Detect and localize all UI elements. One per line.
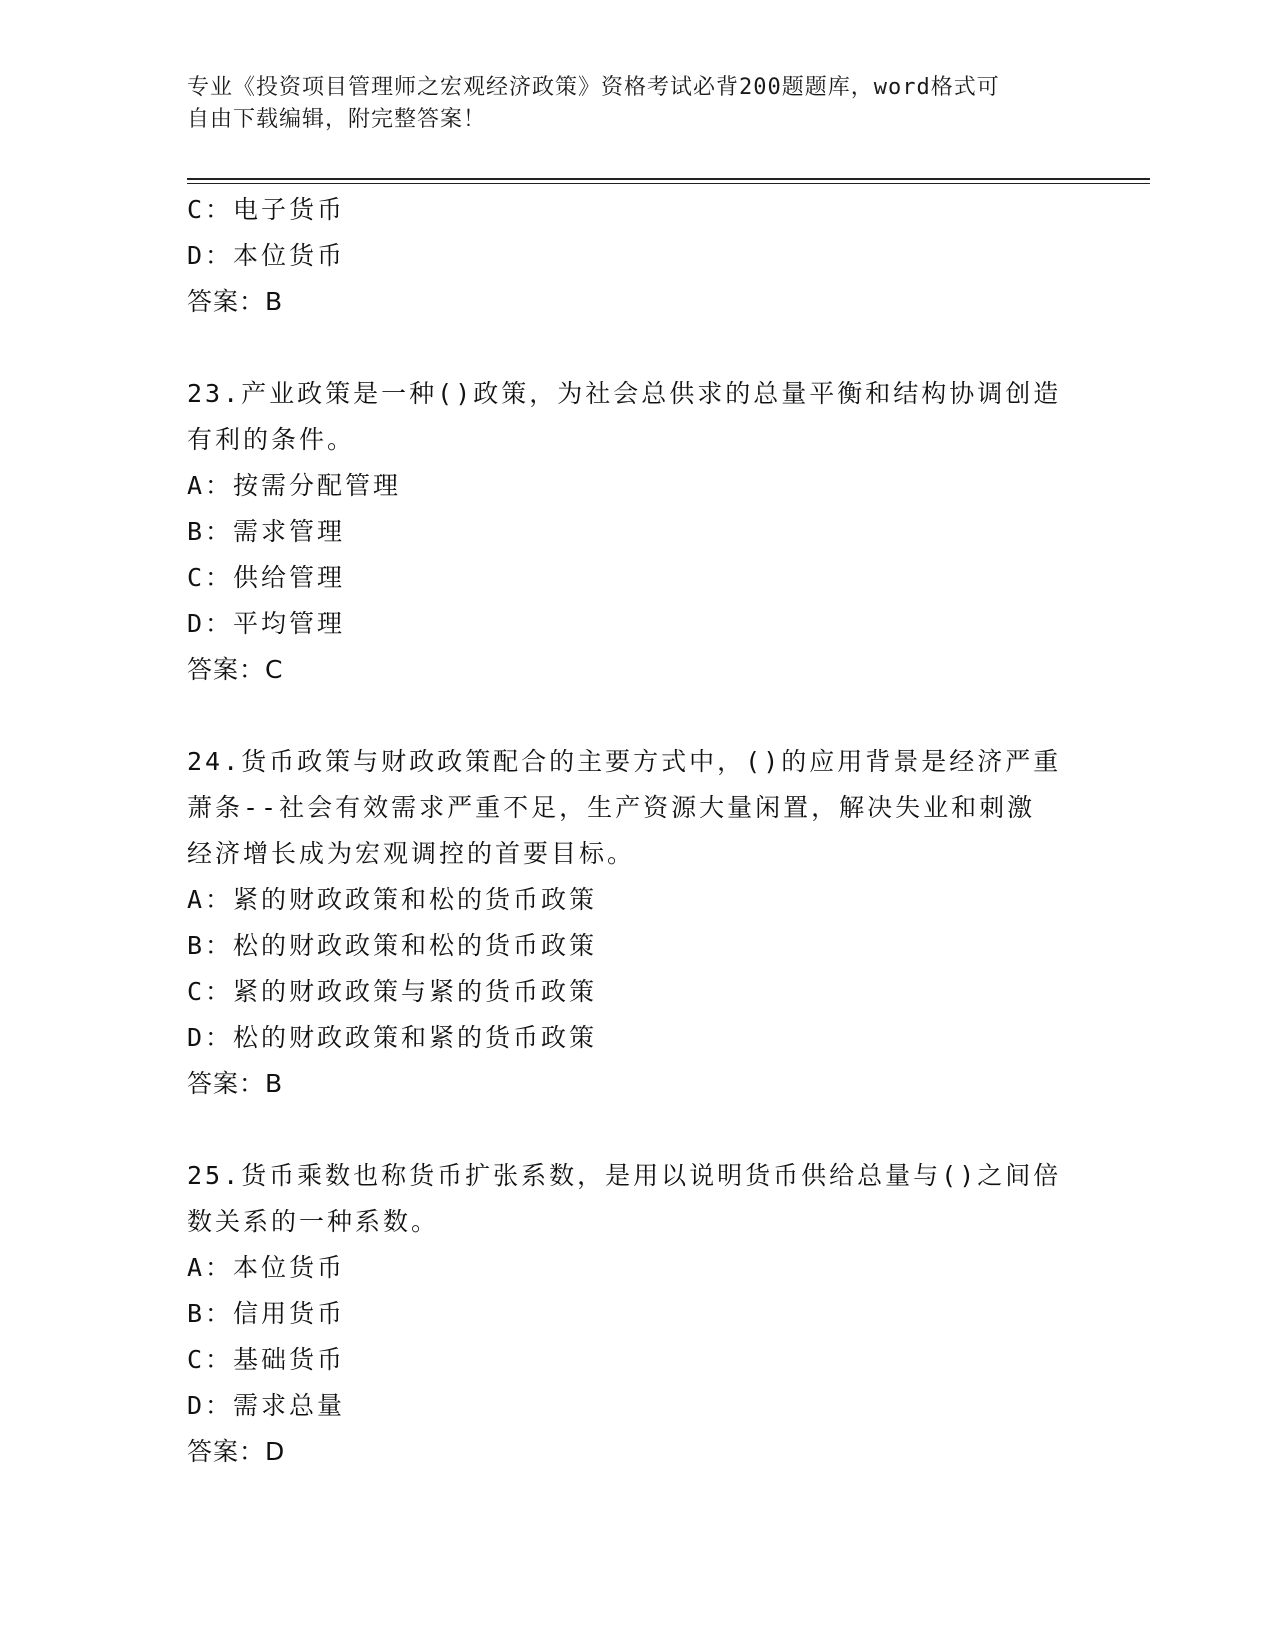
question-list xyxy=(187,187,1087,1475)
question-23 xyxy=(187,371,1087,693)
option-c: C：基础货币 xyxy=(187,1345,346,1374)
option-d: D：松的财政政策和紧的货币政策 xyxy=(187,1023,598,1052)
question-text-line: 24.货币政策与财政政策配合的主要方式中，()的应用背景是经济严重 xyxy=(187,747,1062,776)
question-text-line: 25.货币乘数也称货币扩张系数，是用以说明货币供给总量与()之间倍 xyxy=(187,1161,1062,1190)
answer-line: 答案：B xyxy=(187,287,284,316)
answer-line: 答案：C xyxy=(187,655,284,684)
question-text-line: 经济增长成为宏观调控的首要目标。 xyxy=(187,839,636,868)
question-25 xyxy=(187,1153,1087,1475)
answer-line: 答案：D xyxy=(187,1437,286,1466)
option-c: C：供给管理 xyxy=(187,563,346,592)
question-text-line: 有利的条件。 xyxy=(187,425,356,454)
header-rule-thin xyxy=(187,183,1150,184)
question-text-line: 数关系的一种系数。 xyxy=(187,1207,440,1236)
option-d: D：平均管理 xyxy=(187,609,346,638)
header-line-1: 专业《投资项目管理师之宏观经济政策》资格考试必背200题题库，word格式可 xyxy=(187,75,1000,100)
option-b: B：需求管理 xyxy=(187,517,346,546)
question-text-line: 萧条--社会有效需求严重不足，生产资源大量闲置，解决失业和刺激 xyxy=(187,793,1036,822)
option-a: A：紧的财政政策和松的货币政策 xyxy=(187,885,598,914)
option-d: D：本位货币 xyxy=(187,241,346,270)
document-header xyxy=(187,72,1087,136)
option-c: C：电子货币 xyxy=(187,195,346,224)
option-a: A：本位货币 xyxy=(187,1253,346,1282)
option-b: B：信用货币 xyxy=(187,1299,346,1328)
question-text-line: 23.产业政策是一种()政策，为社会总供求的总量平衡和结构协调创造 xyxy=(187,379,1062,408)
option-c: C：紧的财政政策与紧的货币政策 xyxy=(187,977,598,1006)
prev-question-tail xyxy=(187,187,1087,325)
option-d: D：需求总量 xyxy=(187,1391,346,1420)
answer-line: 答案：B xyxy=(187,1069,284,1098)
question-24 xyxy=(187,739,1087,1107)
header-line-2: 自由下载编辑，附完整答案！ xyxy=(187,107,487,132)
header-rule-thick xyxy=(187,178,1150,180)
option-b: B：松的财政政策和松的货币政策 xyxy=(187,931,598,960)
option-a: A：按需分配管理 xyxy=(187,471,402,500)
